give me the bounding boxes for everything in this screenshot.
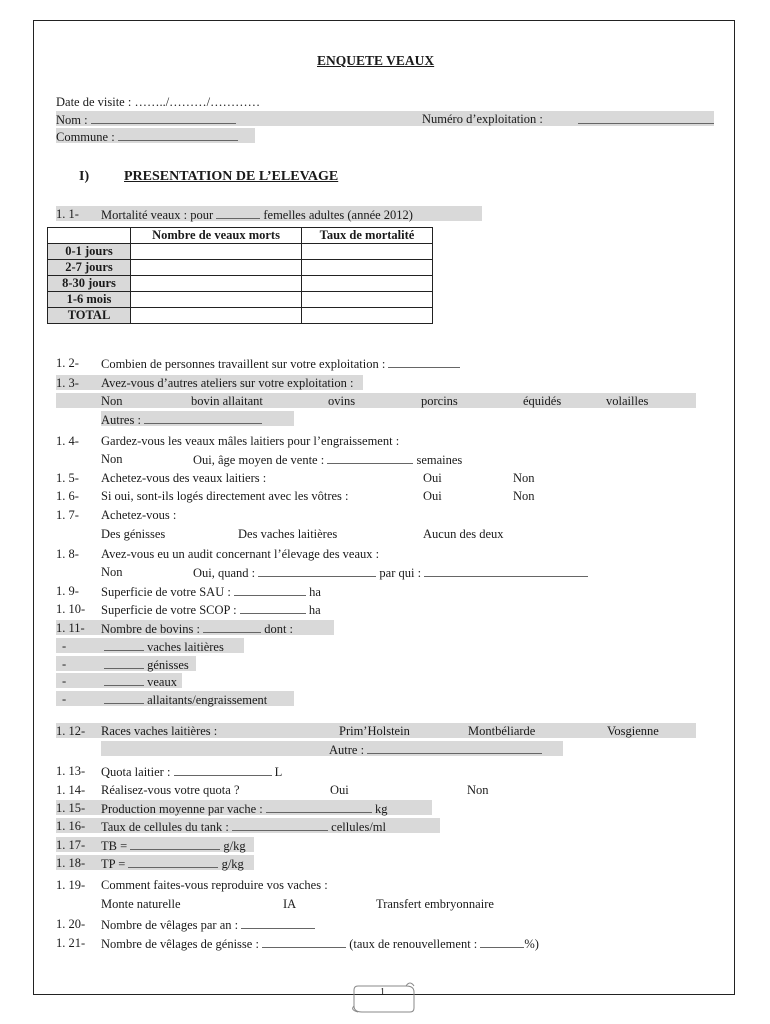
- row-label: 8-30 jours: [48, 276, 131, 292]
- commune-row: [56, 128, 255, 143]
- taux-renouvellement-input[interactable]: [480, 935, 524, 948]
- q1-6-number: 1. 6-: [56, 489, 79, 503]
- q1-14-non[interactable]: Non: [467, 783, 489, 797]
- q1-17-text: TB =: [101, 839, 131, 853]
- q1-16-row: [56, 818, 440, 833]
- q1-21-tail-b: %): [524, 937, 539, 951]
- q1-15-text: Production moyenne par vache :: [101, 802, 266, 816]
- q1-18-unit: g/kg: [221, 857, 244, 871]
- q1-2-row: [101, 355, 460, 372]
- q1-4-opt-oui[interactable]: Oui, âge moyen de vente :: [193, 453, 328, 467]
- q1-15-unit: kg: [375, 802, 388, 816]
- q1-11-row: [56, 620, 334, 635]
- q1-4-number: 1. 4-: [56, 434, 79, 448]
- cell-taux-mortalite[interactable]: [302, 260, 433, 276]
- q1-9-text: Superficie de votre SAU :: [101, 585, 234, 599]
- q1-13-text: Quota laitier :: [101, 765, 174, 779]
- cell-veaux-morts[interactable]: [131, 276, 302, 292]
- q1-19-opt-transfert[interactable]: Transfert embryonnaire: [376, 897, 494, 911]
- q1-7-opt-aucun[interactable]: Aucun des deux: [423, 527, 504, 541]
- numero-exploitation-label: Numéro d’exploitation :: [422, 112, 543, 126]
- veaux-input[interactable]: [104, 673, 144, 686]
- table-row: [48, 260, 433, 276]
- item-label: allaitants/engraissement: [147, 693, 268, 707]
- q1-20-row: [101, 916, 315, 933]
- production-input[interactable]: [266, 800, 372, 813]
- q1-10-number: 1. 10-: [56, 602, 86, 616]
- option-non[interactable]: Non: [101, 394, 123, 408]
- q1-3-number: 1. 3-: [56, 376, 79, 390]
- q1-7-opt-vaches[interactable]: Des vaches laitières: [238, 527, 338, 541]
- q1-7-text: Achetez-vous :: [101, 508, 177, 522]
- table-row: [48, 276, 433, 292]
- allaitants-input[interactable]: [104, 691, 144, 704]
- row-label: 0-1 jours: [48, 244, 131, 260]
- commune-input[interactable]: [118, 128, 238, 141]
- q1-11-text: Nombre de bovins :: [101, 622, 204, 636]
- option-vosgienne[interactable]: Vosgienne: [607, 724, 659, 738]
- q1-4-text: Gardez-vous les veaux mâles laitiers pour l’engraissement :: [101, 434, 400, 448]
- q1-18-number: 1. 18-: [56, 856, 86, 870]
- table-header: Nombre de veaux morts: [131, 228, 302, 244]
- autre-race-input[interactable]: [367, 741, 542, 754]
- nom-label: Nom :: [56, 113, 91, 127]
- q1-6-oui[interactable]: Oui: [423, 489, 442, 503]
- q1-3-text: Avez-vous d’autres ateliers sur votre exploitation :: [101, 376, 354, 390]
- q1-5-non[interactable]: Non: [513, 471, 535, 485]
- q1-13-row: [101, 763, 282, 780]
- cell-veaux-morts[interactable]: [131, 308, 302, 324]
- q1-13-number: 1. 13-: [56, 764, 86, 778]
- table-row: [48, 308, 433, 324]
- autre-label: Autre :: [329, 743, 368, 757]
- option-bovin-allaitant[interactable]: bovin allaitant: [191, 394, 263, 408]
- mortality-table: [47, 227, 433, 324]
- q1-20-number: 1. 20-: [56, 917, 86, 931]
- q1-1-text-b: femelles adultes (année 2012): [263, 208, 413, 222]
- q1-21-tail-a: (taux de renouvellement :: [349, 937, 481, 951]
- q1-1-text-a: Mortalité veaux : pour: [101, 208, 214, 222]
- q1-21-text: Nombre de vêlages de génisse :: [101, 937, 263, 951]
- q1-1-row: [56, 206, 482, 221]
- bovins-list-item: - vaches laitières: [56, 638, 244, 653]
- q1-12-row: [56, 723, 696, 738]
- tp-input[interactable]: [128, 855, 218, 868]
- cell-taux-mortalite[interactable]: [302, 292, 433, 308]
- option-prim-holstein[interactable]: Prim’Holstein: [339, 724, 410, 738]
- cell-veaux-morts[interactable]: [131, 260, 302, 276]
- bovins-list-item: - allaitants/engraissement: [56, 691, 294, 706]
- q1-8-text: Avez-vous eu un audit concernant l’élevage des veaux :: [101, 547, 380, 561]
- q1-17-number: 1. 17-: [56, 838, 86, 852]
- option-montbeliarde[interactable]: Montbéliarde: [468, 724, 536, 738]
- date-visite-field[interactable]: Date de visite : ……../………/…………: [56, 95, 261, 109]
- q1-20-text: Nombre de vêlages par an :: [101, 918, 242, 932]
- q1-2-text: Combien de personnes travaillent sur votre exploitation :: [101, 357, 389, 371]
- q1-2-number: 1. 2-: [56, 356, 79, 370]
- document-title: ENQUETE VEAUX: [317, 53, 435, 68]
- q1-14-text: Réalisez-vous votre quota ?: [101, 783, 240, 797]
- q1-14-number: 1. 14-: [56, 783, 86, 797]
- q1-16-text: Taux de cellules du tank :: [101, 820, 233, 834]
- q1-8-number: 1. 8-: [56, 547, 79, 561]
- q1-5-oui[interactable]: Oui: [423, 471, 442, 485]
- q1-3-autres-row: [101, 411, 294, 426]
- table-header: Taux de mortalité: [302, 228, 433, 244]
- q1-4-opt-non[interactable]: Non: [101, 452, 123, 466]
- q1-11-dont: dont :: [264, 622, 294, 636]
- q1-5-number: 1. 5-: [56, 471, 79, 485]
- q1-19-text: Comment faites-vous reproduire vos vaches :: [101, 878, 328, 892]
- option-ovins[interactable]: ovins: [328, 394, 356, 408]
- q1-9-row: [101, 583, 321, 600]
- audit-date-input[interactable]: [258, 564, 376, 577]
- q1-19-opt-monte[interactable]: Monte naturelle: [101, 897, 181, 911]
- q1-10-unit: ha: [308, 603, 321, 617]
- sau-input[interactable]: [234, 583, 306, 596]
- item-label: vaches laitières: [147, 640, 224, 654]
- q1-14-oui[interactable]: Oui: [330, 783, 349, 797]
- option-equides[interactable]: équidés: [523, 394, 562, 408]
- bovins-list-item: - veaux: [56, 673, 182, 688]
- row-label: 2-7 jours: [48, 260, 131, 276]
- option-volailles[interactable]: volailles: [606, 394, 649, 408]
- q1-1-femelles-input[interactable]: [216, 206, 260, 219]
- scop-input[interactable]: [240, 601, 306, 614]
- q1-17-row: [56, 837, 254, 852]
- q1-9-number: 1. 9-: [56, 584, 79, 598]
- table-row: [48, 244, 433, 260]
- q1-5-text: Achetez-vous des veaux laitiers :: [101, 471, 267, 485]
- q1-15-row: [56, 800, 432, 815]
- velages-genisse-input[interactable]: [262, 935, 346, 948]
- option-porcins[interactable]: porcins: [421, 394, 458, 408]
- q1-4-opt-oui-row: [193, 451, 462, 468]
- q1-3-row: [56, 375, 363, 390]
- par-qui-input[interactable]: [424, 564, 588, 577]
- autres-input[interactable]: [144, 411, 262, 424]
- q1-15-number: 1. 15-: [56, 801, 86, 815]
- velages-input[interactable]: [241, 916, 315, 929]
- q1-6-non[interactable]: Non: [513, 489, 535, 503]
- section-number: I): [79, 169, 90, 184]
- quota-input[interactable]: [174, 763, 272, 776]
- q1-21-row: [101, 935, 539, 952]
- q1-12-number: 1. 12-: [56, 724, 86, 738]
- q1-13-unit: L: [274, 765, 283, 779]
- q1-8-opt-oui-row: [193, 564, 588, 581]
- cellules-input[interactable]: [232, 818, 328, 831]
- nom-row: [56, 111, 714, 126]
- q1-2-input[interactable]: [388, 355, 460, 368]
- q1-18-text: TP =: [101, 857, 129, 871]
- item-label: veaux: [147, 675, 177, 689]
- table-header-row: [48, 228, 433, 244]
- q1-10-row: [101, 601, 321, 618]
- age-vente-input[interactable]: [327, 451, 413, 464]
- par-qui-label: par qui :: [379, 566, 425, 580]
- q1-19-opt-ia[interactable]: IA: [283, 897, 297, 911]
- q1-11-number: 1. 11-: [56, 621, 85, 635]
- autres-label: Autres :: [101, 413, 145, 427]
- q1-9-unit: ha: [309, 585, 321, 599]
- q1-17-unit: g/kg: [223, 839, 246, 853]
- q1-12-autre-row: [101, 741, 563, 756]
- q1-19-number: 1. 19-: [56, 878, 86, 892]
- cell-veaux-morts[interactable]: [131, 292, 302, 308]
- genisses-input[interactable]: [104, 656, 144, 669]
- q1-7-number: 1. 7-: [56, 508, 79, 522]
- table-row: [48, 292, 433, 308]
- numero-exploitation-input[interactable]: [578, 111, 714, 124]
- q1-8-opt-oui[interactable]: Oui, quand :: [193, 566, 259, 580]
- q1-12-text: Races vaches laitières :: [101, 724, 218, 738]
- bovins-list-item: - génisses: [56, 656, 196, 671]
- q1-7-opt-genisses[interactable]: Des génisses: [101, 527, 166, 541]
- row-label: 1-6 mois: [48, 292, 131, 308]
- q1-1-number: 1. 1-: [56, 207, 79, 221]
- row-label: TOTAL: [48, 308, 131, 324]
- page-number: 1: [380, 987, 385, 998]
- nombre-bovins-input[interactable]: [203, 620, 261, 633]
- q1-18-row: [56, 855, 254, 870]
- nom-input[interactable]: [91, 111, 236, 124]
- cell-taux-mortalite[interactable]: [302, 308, 433, 324]
- tb-input[interactable]: [130, 837, 220, 850]
- q1-16-unit: cellules/ml: [331, 820, 387, 834]
- cell-veaux-morts[interactable]: [131, 244, 302, 260]
- table-header: [48, 228, 131, 244]
- q1-16-number: 1. 16-: [56, 819, 86, 833]
- section-title: PRESENTATION DE L’ELEVAGE: [124, 169, 339, 184]
- cell-taux-mortalite[interactable]: [302, 276, 433, 292]
- item-label: génisses: [147, 658, 189, 672]
- q1-21-number: 1. 21-: [56, 936, 86, 950]
- q1-6-text: Si oui, sont-ils logés directement avec les vôtres :: [101, 489, 349, 503]
- q1-8-opt-non[interactable]: Non: [101, 565, 123, 579]
- commune-label: Commune :: [56, 130, 118, 144]
- q1-4-unit: semaines: [416, 453, 463, 467]
- vaches-laitieres-input[interactable]: [104, 638, 144, 651]
- q1-3-options-row: [56, 393, 696, 408]
- cell-taux-mortalite[interactable]: [302, 244, 433, 260]
- q1-10-text: Superficie de votre SCOP :: [101, 603, 240, 617]
